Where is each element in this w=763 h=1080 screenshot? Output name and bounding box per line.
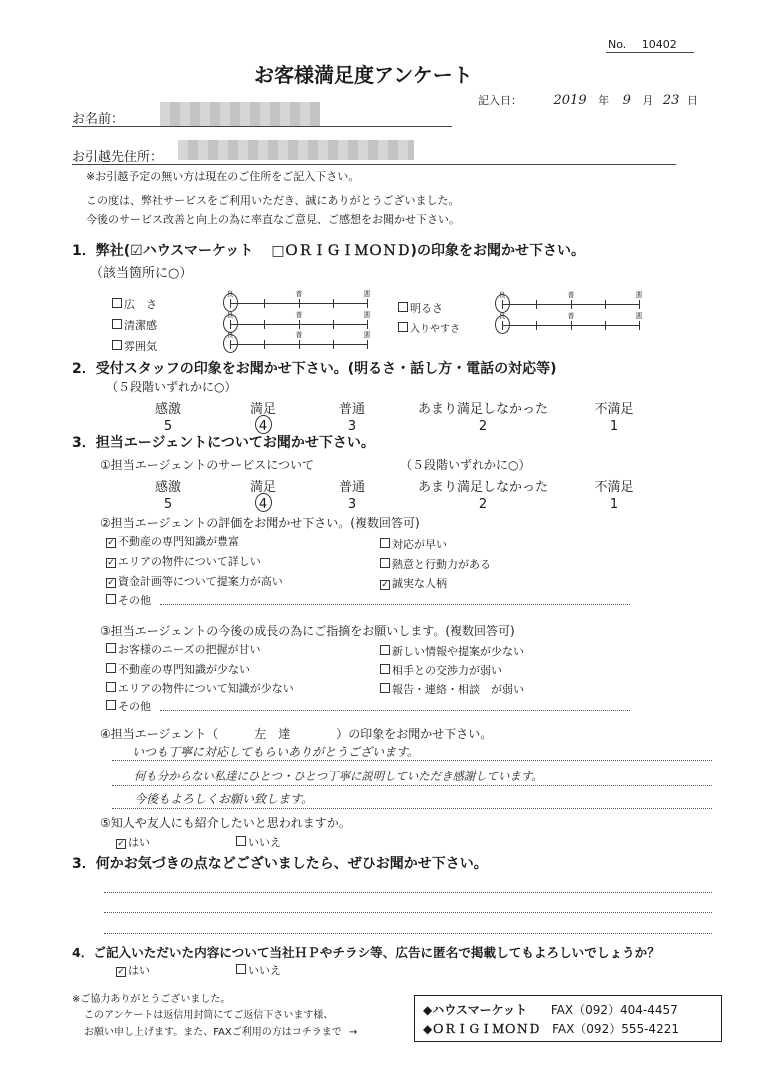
q3-s5-no[interactable]: いいえ [236, 834, 281, 850]
form-number-label: No. [608, 38, 627, 51]
name-label: お名前： [72, 112, 125, 127]
q3-s1-option-num: 5 [163, 497, 173, 512]
q3-s4-line-3 [112, 808, 712, 809]
q3-s2-item-area-knowledge[interactable]: ✓ エリアの物件について詳しい [107, 555, 261, 568]
checkbox-icon[interactable] [380, 664, 390, 674]
q3-s2-item-other[interactable]: その他 [106, 592, 151, 608]
checkbox-icon[interactable]: ✓ [117, 839, 125, 849]
q2-option-num: 3 [347, 419, 357, 434]
checkbox-icon[interactable] [106, 682, 116, 692]
fax-contact-name: ◆ＯＲＩＧＩＭＯＮＤ [423, 1022, 541, 1036]
q3-s4-line-1 [112, 760, 712, 761]
fax-contact-box [414, 995, 722, 1042]
q1-item-cleanliness: 清潔感 [112, 317, 157, 333]
q1-sub: （該当箇所に○） [90, 266, 193, 281]
q3-s1-title: ①担当エージェントのサービスについて [100, 458, 315, 472]
q3-title: 3．担当エージェントについてお聞かせ下さい。 [72, 435, 375, 451]
rating-scale-accessibility: 良 普 悪 [502, 325, 640, 326]
q3-s3-item-new-info[interactable]: 新しい情報や提案が少ない [380, 643, 524, 659]
address-label: お引越先住所： [72, 150, 164, 165]
q5-yes[interactable]: ✓ はい [117, 964, 150, 977]
q3-s4-title-post: ）の印象をお聞かせ下さい。 [336, 727, 493, 741]
q2-option-label: 感激 [154, 402, 181, 417]
q3-s3-title: ③担当エージェントの今後の成長の為にご指摘をお願いします。(複数回答可) [100, 624, 515, 638]
name-underline [72, 126, 452, 127]
q2-option-4[interactable] [246, 398, 280, 434]
q1-brand2-checkbox[interactable]: □ [271, 243, 285, 259]
q3-s3-item-negotiation[interactable]: 相手との交渉力が弱い [380, 662, 502, 678]
q3-s4-handwriting-3: 今後もよろしくお願い致します。 [134, 792, 314, 806]
entry-date-day: 23 [662, 93, 680, 108]
fax-contact-number: FAX（092）555-4221 [552, 1022, 679, 1036]
q3-s1-option-label: 感激 [154, 480, 181, 495]
q3-s3-item-other[interactable]: その他 [106, 698, 151, 714]
q3-s1-option-num: 1 [609, 497, 619, 512]
checkbox-icon[interactable] [106, 643, 116, 653]
entry-date-month: 9 [622, 93, 631, 108]
checkbox-icon[interactable] [106, 663, 116, 673]
selection-circle [495, 315, 510, 334]
q4-line-3 [104, 933, 712, 934]
footer-instruction-text: お願い申し上げます。また、FAXご利用の方はコチラまで [84, 1027, 342, 1038]
rating-scale-brightness: 良 普 悪 [502, 304, 640, 305]
q4-line-2 [104, 912, 712, 913]
fax-contact-name: ◆ハウスマーケット [423, 1003, 528, 1017]
checkbox-icon[interactable] [398, 322, 408, 332]
q2-option-3[interactable] [330, 398, 374, 434]
checkbox-icon[interactable] [380, 558, 390, 568]
rating-scale-cleanliness: 良 普 悪 [230, 324, 368, 325]
q1-brand2: ＯＲＩＧＩＭＯＮＤ [284, 243, 411, 259]
q3-s1-option-3[interactable] [330, 476, 374, 512]
checkbox-icon[interactable] [112, 298, 122, 308]
q2-option-num: 4 [258, 419, 268, 434]
q3-s2-item-expertise[interactable]: ✓ 不動産の専門知識が豊富 [107, 535, 239, 548]
q3-s1-option-num: 3 [347, 497, 357, 512]
address-underline [72, 164, 676, 165]
rating-scale-atmosphere: 良 普 悪 [230, 344, 368, 345]
rating-scale-spaciousness: 良 普 悪 [230, 303, 368, 304]
q3-s1-option-label: 満足 [249, 480, 276, 495]
entry-date-month-unit: 月 [642, 94, 654, 107]
checkbox-icon[interactable] [398, 302, 408, 312]
checkbox-icon[interactable] [106, 594, 116, 604]
q3-s5-yes[interactable]: ✓ はい [117, 836, 150, 849]
footer-instruction-2 [84, 1023, 357, 1038]
q3-s3-item-reporting[interactable]: 報告・連絡・相談 が弱い [380, 681, 524, 697]
q3-s2-item-fast[interactable]: 対応が早い [380, 536, 447, 552]
checkbox-icon[interactable] [236, 836, 246, 846]
q3-s2-title: ②担当エージェントの評価をお聞かせ下さい。(複数回答可) [100, 516, 420, 530]
q1-brand1-checkbox[interactable]: ☑ [130, 243, 143, 259]
checkbox-icon[interactable] [380, 538, 390, 548]
q3-s3-item-needs[interactable]: お客様のニーズの把握が甘い [106, 641, 260, 657]
checkbox-icon[interactable]: ✓ [107, 558, 115, 568]
checkbox-icon[interactable]: ✓ [117, 967, 125, 977]
q2-option-5[interactable] [146, 398, 190, 434]
q2-option-label: 不満足 [594, 402, 634, 417]
q1-item-spaciousness: 広 さ [112, 296, 157, 312]
checkbox-icon[interactable]: ✓ [107, 578, 115, 588]
form-number-underline [606, 52, 694, 53]
address-redacted [178, 140, 414, 160]
fax-contact-house-market [423, 1001, 678, 1018]
q3-s4-handwriting-2: 何も分からない私達にひとつ・ひとつ丁寧に説明していただき感謝しています。 [134, 769, 543, 783]
q3-s4-handwriting-1: いつも丁寧に対応してもらいありがとうございます。 [132, 745, 420, 759]
q3-s2-item-sincere[interactable]: ✓ 誠実な人柄 [381, 577, 447, 590]
q4-title: 3．何かお気づきの点などございましたら、ぜひお聞かせ下さい。 [72, 856, 488, 872]
q2-option-1[interactable] [590, 398, 638, 434]
q2-title: 2．受付スタッフの印象をお聞かせ下さい。(明るさ・話し方・電話の対応等) [72, 361, 557, 377]
q2-option-label: あまり満足しなかった [417, 402, 548, 417]
q3-s1-option-5[interactable] [146, 476, 190, 512]
q2-sub: （５段階いずれかに○） [106, 380, 237, 394]
q1-title [72, 240, 585, 260]
checkbox-icon[interactable] [112, 319, 122, 329]
q1-item-atmosphere: 雰囲気 [112, 338, 157, 354]
checkbox-icon[interactable] [380, 683, 390, 693]
page-title: お客様満足度アンケート [254, 63, 473, 87]
q3-s2-item-financial[interactable]: ✓ 資金計画等について提案力が高い [107, 575, 283, 588]
q3-s3-item-expertise[interactable]: 不動産の専門知識が少ない [106, 661, 250, 677]
q5-title: 4．ご記入いただいた内容について当社ＨＰやチラシ等、広告に匿名で掲載してもよろしいでしょうか？ [72, 945, 660, 960]
intro-line-1: この度は、弊社サービスをご利用いただき、誠にありがとうございました。 [86, 194, 460, 207]
q3-s1-option-1[interactable] [590, 476, 638, 512]
selection-circle [255, 493, 272, 512]
address-note: ※お引越予定の無い方は現在のご住所をご記入下さい。 [86, 170, 360, 183]
q5-no[interactable]: いいえ [236, 962, 281, 978]
footer-instruction-1: このアンケートは返信用封筒にてご返信下さいます様、 [84, 1010, 334, 1021]
q2-option-2[interactable] [408, 398, 558, 434]
q3-s1-sub: （５段階いずれかに○） [400, 458, 531, 472]
entry-date-label: 記入日： [478, 94, 522, 107]
q2-option-num: 5 [163, 419, 173, 434]
entry-date [478, 92, 698, 108]
q3-s1-option-4[interactable] [246, 476, 280, 512]
q3-s1-option-label: 普通 [338, 480, 365, 495]
selection-circle [223, 334, 238, 353]
q2-option-label: 普通 [338, 402, 365, 417]
checkbox-icon[interactable] [112, 340, 122, 350]
q3-s1-option-num: 4 [258, 497, 268, 512]
q3-s2-item-enthusiasm[interactable]: 熱意と行動力がある [380, 556, 491, 572]
checkbox-icon[interactable] [106, 700, 116, 710]
q3-s2-other-line [160, 604, 630, 605]
checkbox-icon[interactable] [380, 645, 390, 655]
intro-line-2: 今後のサービス改善と向上の為に率直なご意見、ご感想をお聞かせ下さい。 [86, 213, 460, 226]
checkbox-icon[interactable]: ✓ [381, 580, 389, 590]
q1-title-end: )の印象をお聞かせ下さい。 [410, 243, 585, 259]
form-number [608, 38, 677, 51]
checkbox-icon[interactable]: ✓ [107, 538, 115, 548]
entry-date-year: 2019 [553, 93, 587, 108]
name-redacted [160, 102, 320, 126]
q3-s1-option-num: 2 [478, 497, 488, 512]
q3-s4-line-2 [112, 785, 712, 786]
q3-s3-other-line [160, 710, 630, 711]
q3-s1-option-label: あまり満足しなかった [417, 480, 548, 495]
q1-item-accessibility: 入りやすさ [398, 320, 460, 335]
entry-date-day-unit: 日 [686, 94, 698, 107]
q1-brand1: ハウスマーケット [142, 243, 254, 259]
q3-s1-option-label: 不満足 [594, 480, 634, 495]
q2-option-num: 2 [478, 419, 488, 434]
q2-option-label: 満足 [249, 402, 276, 417]
q3-s5-title: ⑤知人や友人にも紹介したいと思われますか。 [100, 816, 351, 830]
fax-contact-number: FAX（092）404-4457 [550, 1003, 678, 1017]
checkbox-icon[interactable] [236, 964, 246, 974]
form-number-value: 10402 [641, 38, 677, 51]
q2-option-num: 1 [609, 419, 619, 434]
q3-s4-agent: 左 達 [254, 727, 291, 741]
q3-s4-title [100, 725, 492, 742]
fax-contact-origimond [423, 1020, 679, 1037]
q1-title-start: 1．弊社( [72, 243, 131, 259]
q3-s4-title-pre: ④担当エージェント（ [100, 727, 219, 741]
footer-thanks: ※ご協力ありがとうございました。 [72, 994, 231, 1005]
q4-line-1 [104, 892, 712, 893]
q3-s3-item-area[interactable]: エリアの物件について知識が少ない [106, 680, 294, 696]
arrow-right-icon: → [348, 1027, 358, 1038]
entry-date-year-unit: 年 [598, 94, 610, 107]
q3-s1-option-2[interactable] [408, 476, 558, 512]
q1-item-brightness: 明るさ [398, 300, 443, 316]
